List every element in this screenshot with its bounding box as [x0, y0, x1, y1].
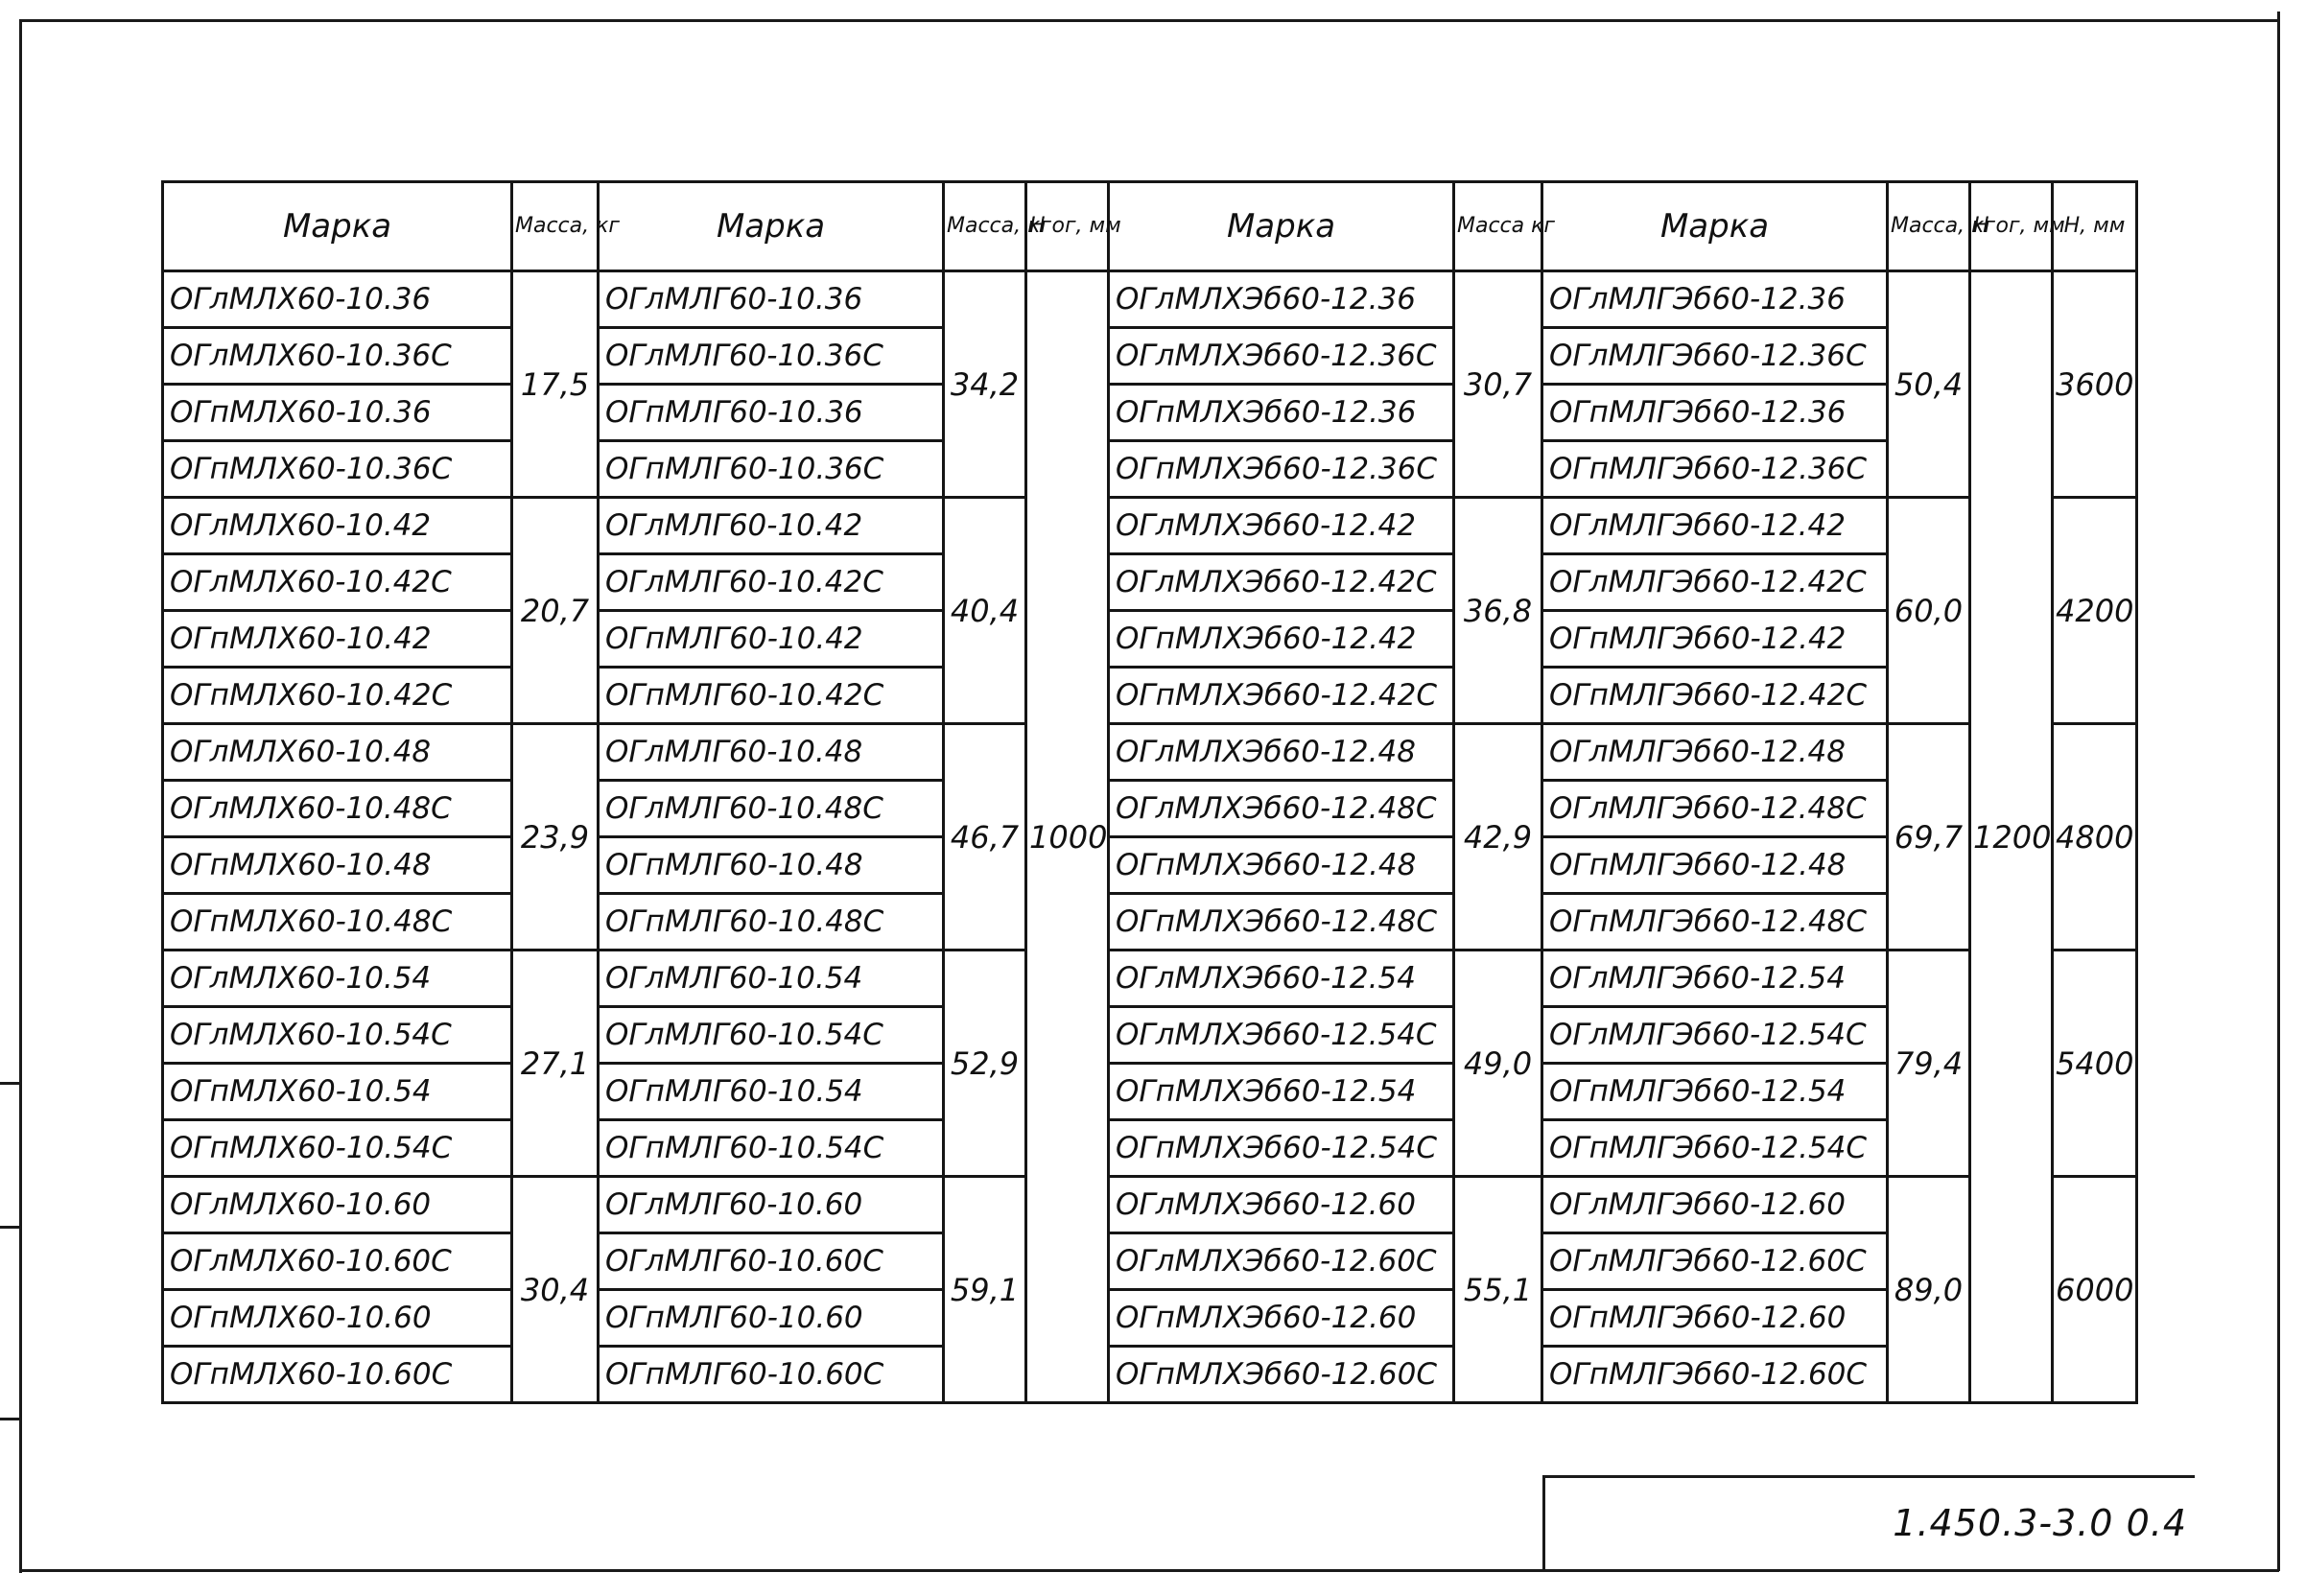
header-height: Н, мм: [2053, 182, 2137, 271]
mark-cell: ОГлМЛГ60-10.42С: [599, 554, 944, 611]
mark-cell: ОГпМЛХ60-10.48С: [163, 894, 512, 951]
mark-cell: ОГпМЛХЭб60-12.48: [1109, 837, 1454, 894]
table-row: [163, 668, 2137, 724]
mark-cell: ОГпМЛГЭб60-12.36С: [1542, 441, 1888, 498]
table-row: [163, 1177, 2137, 1233]
mass-cell: 40,4: [944, 498, 1026, 724]
header-mark: Марка: [599, 182, 944, 271]
mark-cell: ОГлМЛХ60-10.48: [163, 724, 512, 781]
mark-cell: ОГпМЛГЭб60-12.60С: [1542, 1347, 1888, 1403]
table-row: [163, 328, 2137, 385]
mark-cell: ОГпМЛГЭб60-12.48С: [1542, 894, 1888, 951]
mark-cell: ОГлМЛХ60-10.60: [163, 1177, 512, 1233]
mark-cell: ОГпМЛГЭб60-12.42С: [1542, 668, 1888, 724]
mass-cell: 69,7: [1888, 724, 1970, 951]
mark-cell: ОГпМЛГ60-10.54: [599, 1064, 944, 1120]
mark-cell: ОГлМЛГЭб60-12.36С: [1542, 328, 1888, 385]
mark-cell: ОГлМЛГЭб60-12.48: [1542, 724, 1888, 781]
table-row: [163, 1064, 2137, 1120]
mark-cell: ОГпМЛГЭб60-12.42: [1542, 611, 1888, 668]
margin-tick: [0, 1082, 21, 1085]
table-row: [163, 1120, 2137, 1177]
mass-cell: 89,0: [1888, 1177, 1970, 1403]
frame-bottom-border: [19, 1569, 2279, 1572]
title-block-left-line: [1542, 1475, 1545, 1571]
header-mass: Масса, кг: [1888, 182, 1970, 271]
mark-cell: ОГпМЛГ60-10.36С: [599, 441, 944, 498]
mass-cell: 36,8: [1454, 498, 1542, 724]
table-row: [163, 1290, 2137, 1347]
mark-cell: ОГпМЛХЭб60-12.36С: [1109, 441, 1454, 498]
mass-cell: 34,2: [944, 271, 1026, 498]
table-row: [163, 611, 2137, 668]
mass-cell: 52,9: [944, 951, 1026, 1177]
mark-cell: ОГлМЛХЭб60-12.54: [1109, 951, 1454, 1007]
mass-cell: 30,4: [512, 1177, 599, 1403]
table-row: [163, 724, 2137, 781]
mark-cell: ОГлМЛХ60-10.36: [163, 271, 512, 328]
mark-cell: ОГлМЛХЭб60-12.48: [1109, 724, 1454, 781]
header-mark: Марка: [1109, 182, 1454, 271]
mass-cell: 60,0: [1888, 498, 1970, 724]
document-code: 1.450.3-3.0 0.4: [1893, 1502, 2187, 1544]
mark-cell: ОГлМЛХЭб60-12.42: [1109, 498, 1454, 554]
mark-cell: ОГпМЛХЭб60-12.42С: [1109, 668, 1454, 724]
mark-cell: ОГлМЛГЭб60-12.36: [1542, 271, 1888, 328]
mark-cell: ОГлМЛХ60-10.36С: [163, 328, 512, 385]
mark-cell: ОГлМЛГЭб60-12.42: [1542, 498, 1888, 554]
title-block-top-line: [1542, 1475, 2195, 1478]
mark-cell: ОГпМЛХ60-10.48: [163, 837, 512, 894]
mark-cell: ОГпМЛХЭб60-12.54: [1109, 1064, 1454, 1120]
hog-cell: 1200: [1970, 271, 2053, 1403]
mark-cell: ОГлМЛХЭб60-12.60С: [1109, 1233, 1454, 1290]
mass-cell: 42,9: [1454, 724, 1542, 951]
hog-cell: 1000: [1026, 271, 1109, 1403]
table-row: [163, 781, 2137, 837]
mass-cell: 79,4: [1888, 951, 1970, 1177]
mark-cell: ОГпМЛГЭб60-12.36: [1542, 385, 1888, 441]
table-row: [163, 1233, 2137, 1290]
mark-cell: ОГлМЛХЭб60-12.48С: [1109, 781, 1454, 837]
height-cell: 6000: [2053, 1177, 2137, 1403]
mark-cell: ОГпМЛГЭб60-12.60: [1542, 1290, 1888, 1347]
frame-right-border: [2277, 12, 2280, 1571]
header-mass: Масса кг: [1454, 182, 1542, 271]
mark-cell: ОГлМЛХЭб60-12.60: [1109, 1177, 1454, 1233]
mark-cell: ОГлМЛГЭб60-12.60С: [1542, 1233, 1888, 1290]
mass-cell: 55,1: [1454, 1177, 1542, 1403]
mark-cell: ОГлМЛГЭб60-12.42С: [1542, 554, 1888, 611]
mark-cell: ОГпМЛХ60-10.36С: [163, 441, 512, 498]
height-cell: 5400: [2053, 951, 2137, 1177]
mark-cell: ОГпМЛГ60-10.48: [599, 837, 944, 894]
mark-cell: ОГпМЛХЭб60-12.36: [1109, 385, 1454, 441]
table-row: [163, 385, 2137, 441]
mark-cell: ОГлМЛХ60-10.54С: [163, 1007, 512, 1064]
mark-cell: ОГпМЛГ60-10.42С: [599, 668, 944, 724]
height-cell: 3600: [2053, 271, 2137, 498]
margin-tick: [0, 1418, 21, 1420]
header-mark: Марка: [163, 182, 512, 271]
mark-cell: ОГлМЛГЭб60-12.54: [1542, 951, 1888, 1007]
height-cell: 4800: [2053, 724, 2137, 951]
mass-cell: 46,7: [944, 724, 1026, 951]
header-hog: Н ог, мм: [1026, 182, 1109, 271]
height-cell: 4200: [2053, 498, 2137, 724]
mark-cell: ОГпМЛГЭб60-12.54С: [1542, 1120, 1888, 1177]
mark-cell: ОГпМЛХ60-10.54С: [163, 1120, 512, 1177]
mark-cell: ОГлМЛХЭб60-12.42С: [1109, 554, 1454, 611]
mark-cell: ОГпМЛХ60-10.60С: [163, 1347, 512, 1403]
mass-cell: 17,5: [512, 271, 599, 498]
mark-cell: ОГлМЛГ60-10.36С: [599, 328, 944, 385]
mark-cell: ОГпМЛГ60-10.60: [599, 1290, 944, 1347]
mass-cell: 23,9: [512, 724, 599, 951]
table-row: [163, 1007, 2137, 1064]
mark-cell: ОГлМЛГ60-10.60: [599, 1177, 944, 1233]
frame-left-border: [19, 19, 22, 1573]
header-mark: Марка: [1542, 182, 1888, 271]
mark-cell: ОГпМЛХЭб60-12.54С: [1109, 1120, 1454, 1177]
mark-cell: ОГлМЛГЭб60-12.48С: [1542, 781, 1888, 837]
mark-cell: ОГлМЛХ60-10.48С: [163, 781, 512, 837]
mark-cell: ОГпМЛГ60-10.36: [599, 385, 944, 441]
mark-cell: ОГпМЛГЭб60-12.54: [1542, 1064, 1888, 1120]
mark-cell: ОГлМЛХЭб60-12.54С: [1109, 1007, 1454, 1064]
mark-cell: ОГлМЛГ60-10.48: [599, 724, 944, 781]
mass-cell: 49,0: [1454, 951, 1542, 1177]
mark-cell: ОГлМЛХ60-10.42: [163, 498, 512, 554]
header-hog: Н ог, мм: [1970, 182, 2053, 271]
mass-cell: 20,7: [512, 498, 599, 724]
table-row: [163, 498, 2137, 554]
mark-cell: ОГлМЛХ60-10.60С: [163, 1233, 512, 1290]
mark-cell: ОГлМЛГ60-10.54: [599, 951, 944, 1007]
mark-cell: ОГпМЛГ60-10.54С: [599, 1120, 944, 1177]
mark-cell: ОГлМЛХ60-10.54: [163, 951, 512, 1007]
mark-cell: ОГпМЛГ60-10.48С: [599, 894, 944, 951]
mass-cell: 59,1: [944, 1177, 1026, 1403]
mark-cell: ОГлМЛХЭб60-12.36С: [1109, 328, 1454, 385]
mark-cell: ОГпМЛХЭб60-12.60С: [1109, 1347, 1454, 1403]
table-row: [163, 1347, 2137, 1403]
mark-cell: ОГлМЛГ60-10.54С: [599, 1007, 944, 1064]
mark-cell: ОГлМЛГЭб60-12.54С: [1542, 1007, 1888, 1064]
mark-cell: ОГлМЛХ60-10.42С: [163, 554, 512, 611]
mark-cell: ОГпМЛХЭб60-12.42: [1109, 611, 1454, 668]
mark-cell: ОГлМЛГ60-10.48С: [599, 781, 944, 837]
mark-cell: ОГлМЛГ60-10.60С: [599, 1233, 944, 1290]
header-mass: Масса, кг: [512, 182, 599, 271]
mark-cell: ОГпМЛХЭб60-12.60: [1109, 1290, 1454, 1347]
mark-cell: ОГлМЛГЭб60-12.60: [1542, 1177, 1888, 1233]
table-row: [163, 951, 2137, 1007]
table-row: [163, 894, 2137, 951]
mark-cell: ОГлМЛХЭб60-12.36: [1109, 271, 1454, 328]
mass-cell: 50,4: [1888, 271, 1970, 498]
table-row: [163, 554, 2137, 611]
mark-cell: ОГпМЛХ60-10.36: [163, 385, 512, 441]
margin-tick: [0, 1226, 21, 1229]
mark-cell: ОГпМЛГЭб60-12.48: [1542, 837, 1888, 894]
mass-cell: 30,7: [1454, 271, 1542, 498]
mark-cell: ОГлМЛГ60-10.36: [599, 271, 944, 328]
mark-cell: ОГпМЛХ60-10.54: [163, 1064, 512, 1120]
mark-cell: ОГпМЛГ60-10.42: [599, 611, 944, 668]
table-body: [163, 271, 2137, 1403]
mass-cell: 27,1: [512, 951, 599, 1177]
header-mass: Масса, кг: [944, 182, 1026, 271]
table-row: [163, 441, 2137, 498]
mark-cell: ОГлМЛГ60-10.42: [599, 498, 944, 554]
mark-cell: ОГпМЛХ60-10.42: [163, 611, 512, 668]
mark-cell: ОГпМЛХ60-10.42С: [163, 668, 512, 724]
table-row: [163, 837, 2137, 894]
frame-top-border: [21, 19, 2279, 22]
table-header-row: [163, 182, 2137, 271]
mark-cell: ОГпМЛГ60-10.60С: [599, 1347, 944, 1403]
table-row: [163, 271, 2137, 328]
specification-table: [161, 180, 2138, 1404]
mark-cell: ОГпМЛХ60-10.60: [163, 1290, 512, 1347]
mark-cell: ОГпМЛХЭб60-12.48С: [1109, 894, 1454, 951]
